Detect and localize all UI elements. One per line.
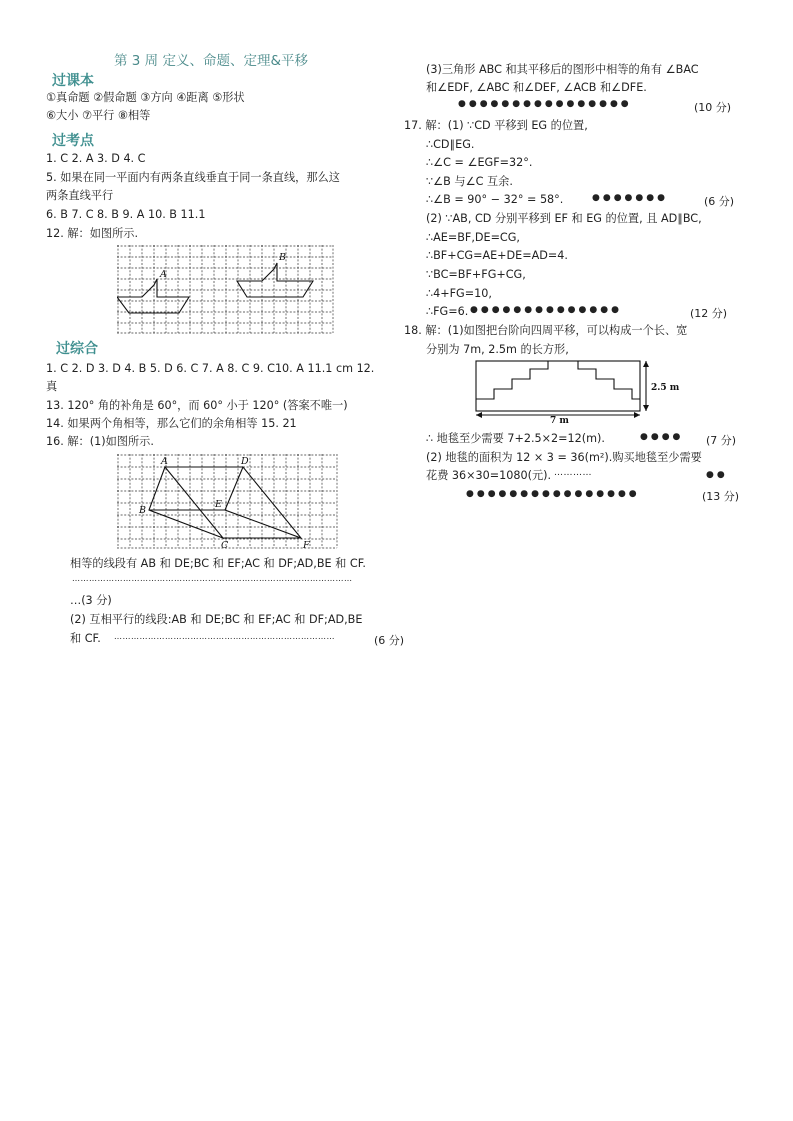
leader-dots: ………… — [554, 468, 592, 478]
fig2-label-a: A — [161, 456, 168, 467]
right-line-7: ∴∠B = 90° − 32° = 58°. — [426, 193, 564, 206]
s1-line-1: ①真命题 ②假命题 ③方向 ④距离 ⑤形状 — [46, 91, 245, 104]
s2-line-4: 6. B 7. C 8. B 9. A 10. B 11.1 — [46, 208, 206, 221]
grid-figure-boats — [117, 245, 335, 335]
section-heading-comprehensive: 过综合 — [56, 341, 98, 357]
s3-line-2: 真 — [46, 380, 58, 393]
right-line-16: ∴ 地毯至少需要 7+2.5×2=12(m). — [426, 432, 605, 445]
stair-steps — [476, 361, 640, 399]
fig2-label-c: C — [221, 540, 229, 550]
q16-line-1: 相等的线段有 AB 和 DE;BC 和 EF;AC 和 DF;AD,BE 和 CF. — [70, 557, 366, 570]
leader-dots: ●●●●●●●●●●●●●●●● — [466, 489, 640, 499]
page-title: 第 3 周 定义、命题、定理&平移 — [114, 53, 308, 69]
s2-line-1: 1. C 2. A 3. D 4. C — [46, 152, 146, 165]
right-line-17: (2) 地毯的面积为 12 × 3 = 36(m²).购买地毯至少需要 — [426, 451, 702, 464]
right-points-13: (13 分) — [702, 490, 740, 503]
stair-rectangle — [476, 361, 640, 411]
fig2-label-f: F — [303, 540, 310, 550]
q16-line-3: (2) 互相平行的线段:AB 和 DE;BC 和 EF;AC 和 DF;AD,BE — [70, 613, 363, 626]
right-points-6: (6 分) — [704, 195, 735, 208]
stair-figure — [474, 359, 684, 423]
right-line-18: 花费 36×30=1080(元). — [426, 469, 552, 482]
right-points-12: (12 分) — [690, 307, 728, 320]
height-label: 2.5 m — [651, 383, 680, 393]
s3-line-3: 13. 120° 角的补角是 60°，而 60° 小于 120° (答案不唯一) — [46, 399, 348, 412]
leader-dots: ……………………………………………………………………………………… — [72, 574, 353, 583]
right-line-5: ∴∠C = ∠EGF=32°. — [426, 156, 533, 169]
right-line-11: ∵BC=BF+FG+CG, — [426, 268, 526, 281]
width-arrow-left — [476, 412, 482, 418]
fig2-label-b: B — [139, 505, 146, 516]
height-arrow-bottom — [643, 405, 649, 411]
s3-line-5: 16. 解：(1)如图所示. — [46, 435, 154, 448]
leader-dots: ●●●● — [640, 432, 684, 442]
right-line-8: (2) ∵AB, CD 分别平移到 EF 和 EG 的位置, 且 AD∥BC, — [426, 212, 702, 225]
q16-points: (6 分) — [374, 634, 405, 647]
fig1-label-a: A — [160, 269, 167, 280]
height-arrow-top — [643, 361, 649, 367]
right-line-13: ∴FG=6. — [426, 305, 469, 318]
q16-line-4: 和 CF. — [70, 632, 101, 645]
leader-dots: ●●●●●●●●●●●●●●●● — [458, 99, 632, 109]
right-line-12: ∴4+FG=10, — [426, 287, 492, 300]
section-heading-exam-points: 过考点 — [52, 133, 94, 149]
s2-line-5: 12. 解：如图所示. — [46, 227, 139, 240]
right-line-9: ∴AE=BF,DE=CG, — [426, 231, 520, 244]
fig2-label-e: E — [215, 499, 222, 510]
s2-line-3: 两条直线平行 — [46, 189, 114, 202]
grid-figure-triangles — [117, 454, 339, 550]
width-label: 7 m — [550, 416, 569, 423]
s3-line-4: 14. 如果两个角相等，那么它们的余角相等 15. 21 — [46, 417, 297, 430]
s1-line-2: ⑥大小 ⑦平行 ⑧相等 — [46, 109, 151, 122]
right-line-14: 18. 解：(1)如图把台阶向四周平移，可以构成一个长、宽 — [404, 324, 688, 337]
right-points-7: (7 分) — [706, 434, 737, 447]
right-line-4: ∴CD∥EG. — [426, 138, 475, 151]
right-line-2: 和∠EDF, ∠ABC 和∠DEF, ∠ACB 和∠DFE. — [426, 81, 647, 94]
right-line-3: 17. 解：(1) ∵CD 平移到 EG 的位置, — [404, 119, 588, 132]
right-line-6: ∵∠B 与∠C 互余. — [426, 175, 513, 188]
right-line-1: (3)三角形 ABC 和其平移后的图形中相等的角有 ∠BAC — [426, 63, 699, 76]
leader-dots: ●●●●●●●●●●●●●● — [470, 305, 622, 315]
right-line-10: ∴BF+CG=AE+DE=AD=4. — [426, 249, 568, 262]
section-heading-textbook: 过课本 — [52, 73, 94, 89]
right-points-10: (10 分) — [694, 101, 732, 114]
width-arrow-right — [634, 412, 640, 418]
fig2-label-d: D — [241, 456, 249, 467]
q16-line-2: …(3 分) — [70, 594, 112, 607]
leader-dots: ●●●●●●● — [592, 193, 668, 203]
leader-dots: …………………………………………………………………… — [114, 632, 335, 641]
right-line-15: 分别为 7m, 2.5m 的长方形, — [426, 343, 569, 356]
s3-line-1: 1. C 2. D 3. D 4. B 5. D 6. C 7. A 8. C 9. C10. A 11.1 cm 12. — [46, 362, 375, 375]
fig1-label-b: B — [279, 252, 286, 263]
s2-line-2: 5. 如果在同一平面内有两条直线垂直于同一条直线，那么这 — [46, 171, 340, 184]
leader-dots: ●● — [706, 470, 728, 480]
